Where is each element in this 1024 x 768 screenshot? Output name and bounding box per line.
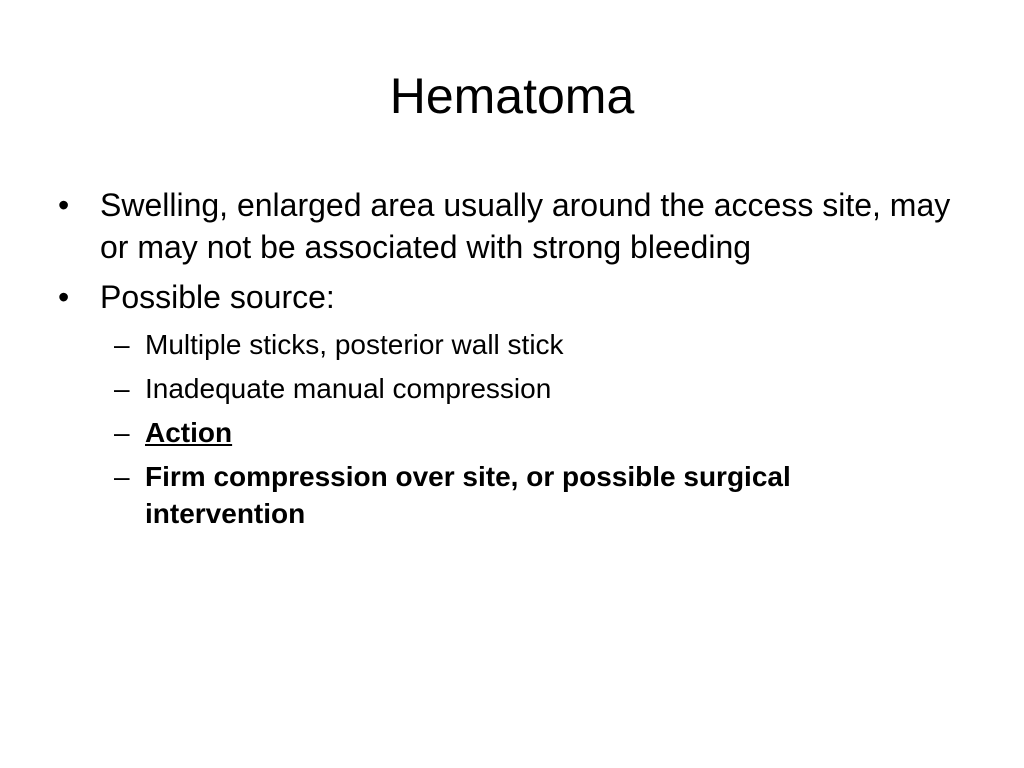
sub-bullet-item (58, 458, 958, 532)
bullet-text: Possible source: (100, 279, 335, 315)
action-text: Firm compression over site, or possible surgical intervention (145, 461, 791, 529)
action-heading: Action (145, 417, 233, 448)
sub-bullet-text: Inadequate manual compression (145, 373, 552, 404)
dash-marker: – (114, 417, 130, 448)
slide-body (58, 184, 958, 539)
sub-bullet-item (58, 414, 958, 451)
dash-marker: – (114, 461, 130, 492)
sub-bullet-item (58, 326, 958, 363)
sub-bullet-text: Multiple sticks, posterior wall stick (145, 329, 564, 360)
bullet-marker: • (58, 279, 70, 315)
bullet-item (58, 276, 958, 318)
sub-bullet-item (58, 370, 958, 407)
bullet-text: Swelling, enlarged area usually around the access site, may or may not be associated with strong bleeding (100, 187, 951, 265)
bullet-item (58, 184, 958, 268)
bullet-marker: • (58, 187, 70, 223)
dash-marker: – (114, 329, 130, 360)
slide-title: Hematoma (389, 68, 635, 124)
dash-marker: – (114, 373, 130, 404)
